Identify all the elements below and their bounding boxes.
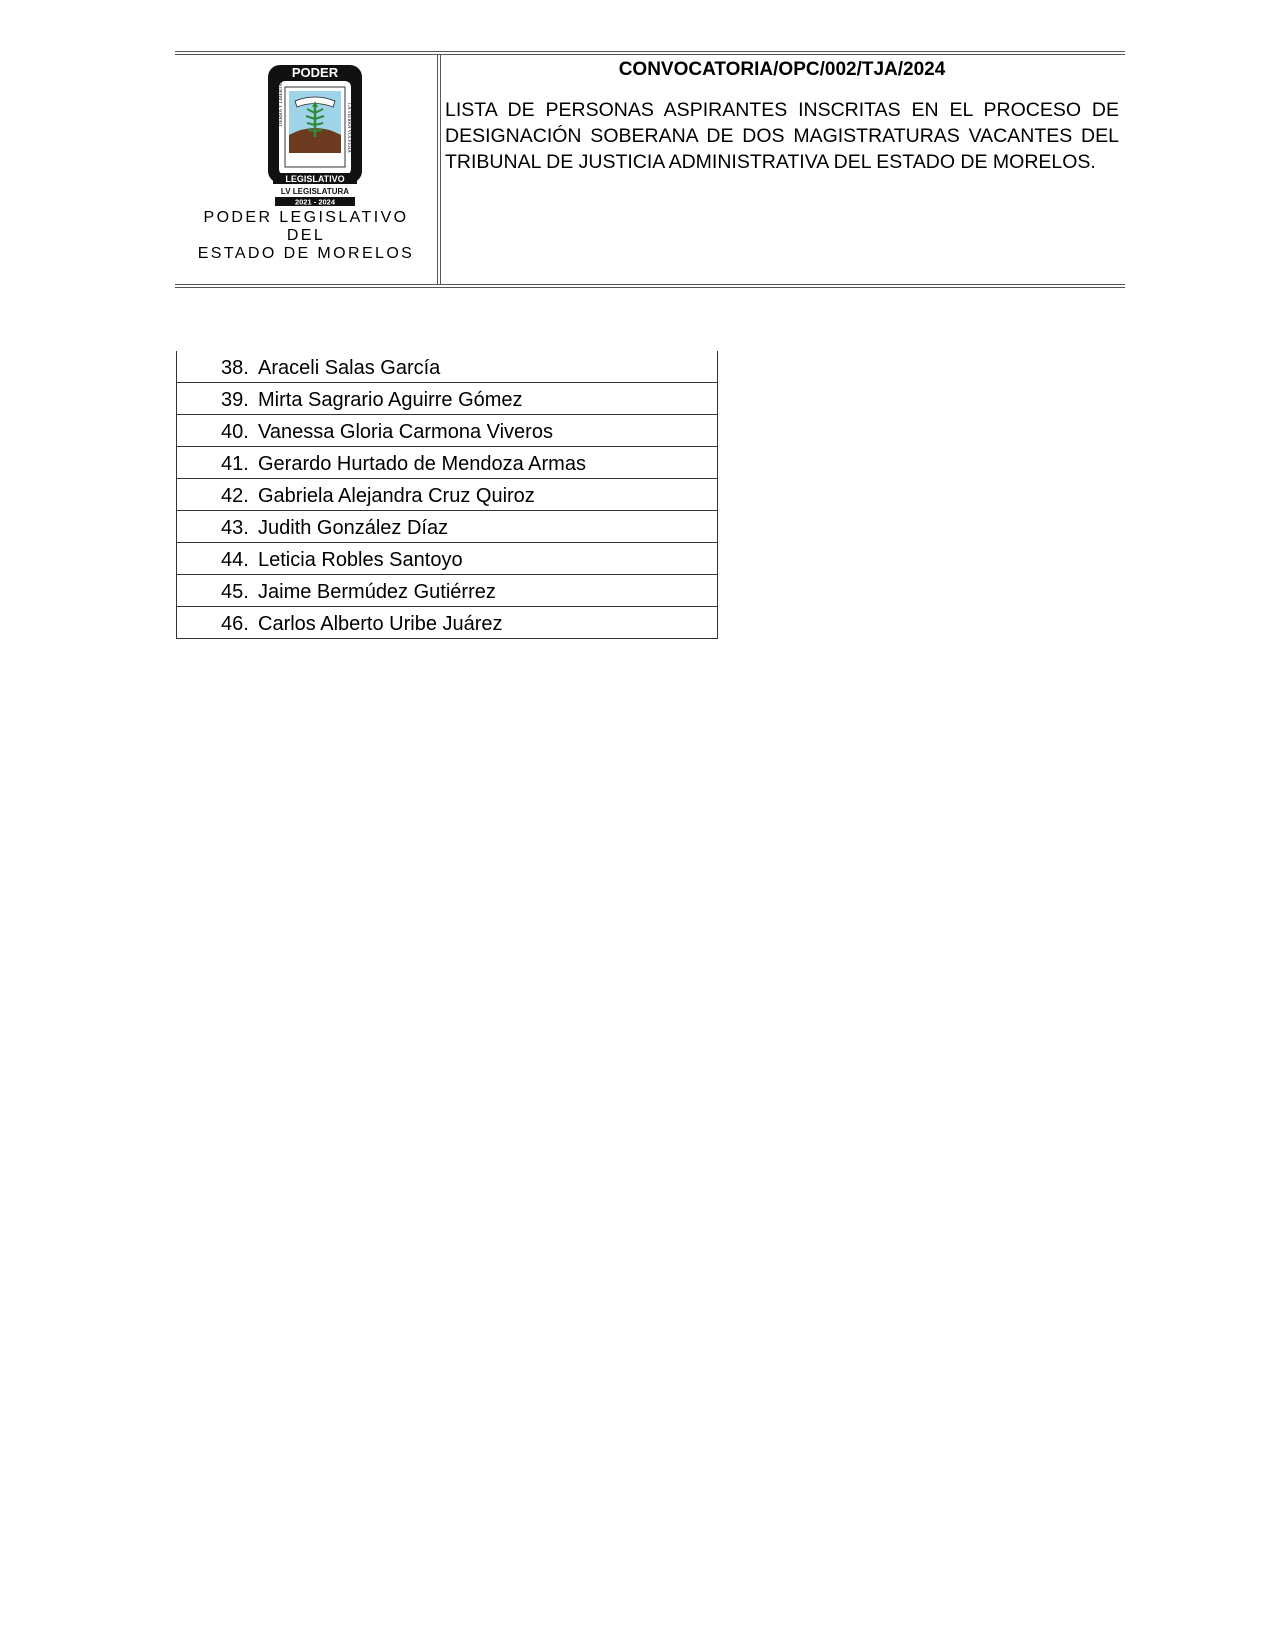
candidate-number: 43. <box>221 517 249 539</box>
seal-period-text: 2021 - 2024 <box>294 197 336 207</box>
table-row <box>176 415 718 447</box>
candidate-number: 45. <box>221 581 249 603</box>
header-right-cell <box>445 57 1119 175</box>
svg-text:LA TIERRA VOLVERÁ: LA TIERRA VOLVERÁ <box>346 103 351 153</box>
document-header <box>175 51 1125 288</box>
table-row <box>176 351 718 383</box>
candidate-number: 46. <box>221 613 249 635</box>
org-name-line3: ESTADO DE MORELOS <box>197 245 415 262</box>
table-row <box>176 575 718 607</box>
header-left-cell <box>175 57 437 282</box>
header-column-divider <box>437 55 441 284</box>
seal-ribbon-text: LEGISLATIVO <box>285 174 345 184</box>
candidate-name: Mirta Sagrario Aguirre Gómez <box>258 389 523 411</box>
candidate-name: Judith González Díaz <box>258 517 449 539</box>
seal-top-text: PODER <box>291 65 339 80</box>
table-row <box>176 447 718 479</box>
candidate-name: Gabriela Alejandra Cruz Quiroz <box>258 485 535 507</box>
legislative-seal-logo <box>265 63 365 208</box>
candidate-name: Vanessa Gloria Carmona Viveros <box>258 421 553 443</box>
document-reference: CONVOCATORIA/OPC/002/TJA/2024 <box>618 59 946 80</box>
candidate-name: Carlos Alberto Uribe Juárez <box>258 613 503 635</box>
candidate-name: Gerardo Hurtado de Mendoza Armas <box>258 453 586 475</box>
table-row <box>176 511 718 543</box>
candidate-name: Jaime Bermúdez Gutiérrez <box>258 581 496 603</box>
candidate-number: 39. <box>221 389 249 411</box>
candidate-number: 41. <box>221 453 249 475</box>
table-row <box>176 543 718 575</box>
org-name-line2: DEL <box>286 227 326 244</box>
candidate-number: 42. <box>221 485 249 507</box>
candidate-name: Leticia Robles Santoyo <box>258 549 463 571</box>
table-row <box>176 479 718 511</box>
table-row <box>176 383 718 415</box>
document-description: LISTA DE PERSONAS ASPIRANTES INSCRITAS EN EL PROCESO DE DESIGNACIÓN SOBERANA DE DOS MAGISTRATURAS VACANTES DEL TRIBUNAL DE JUSTICIA ADMINISTRATIVA DEL ESTADO DE MORELOS. <box>445 99 1119 173</box>
svg-text:TIERRA Y LIBERTAD: TIERRA Y LIBERTAD <box>279 79 284 127</box>
table-row <box>176 607 718 639</box>
candidate-table <box>176 351 718 639</box>
candidate-name: Araceli Salas García <box>258 357 441 379</box>
org-name-line1: PODER LEGISLATIVO <box>203 209 409 226</box>
candidate-number: 40. <box>221 421 249 443</box>
candidate-number: 38. <box>221 357 249 379</box>
header-bottom-rule <box>175 284 1125 288</box>
seal-legislature-text: LV LEGISLATURA <box>280 187 350 196</box>
candidate-number: 44. <box>221 549 249 571</box>
organization-name <box>175 209 437 263</box>
header-top-rule <box>175 51 1125 55</box>
